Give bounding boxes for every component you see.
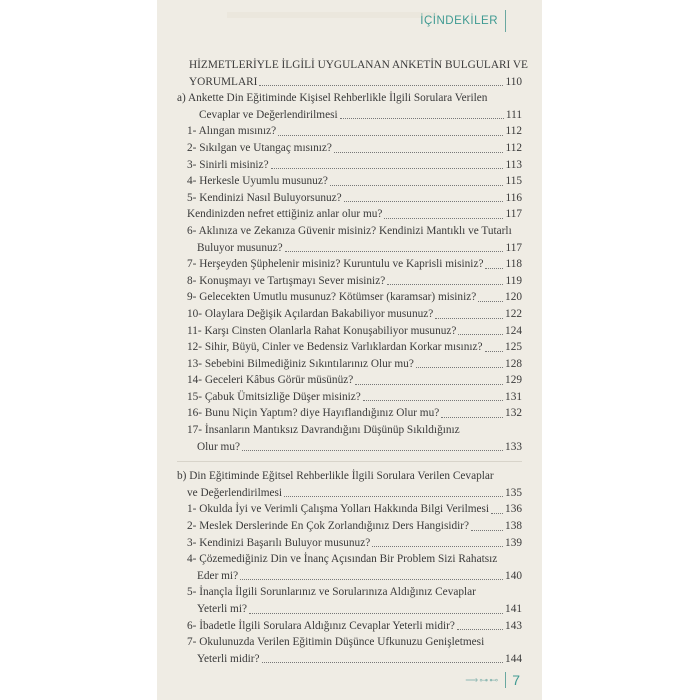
divider bbox=[177, 461, 522, 462]
toc-entry: 9- Gelecekten Umutlu musunuz? Kötümser (karamsar) misiniz? 120 bbox=[187, 291, 522, 304]
toc-entry: 2- Meslek Derslerinde En Çok Zorlandığınız Ders Hangisidir? 138 bbox=[187, 520, 522, 533]
page-number: 110 bbox=[505, 75, 522, 88]
toc-entry: 10- Olaylara Değişik Açılardan Bakabiliyor musunuz? 122 bbox=[187, 307, 522, 320]
page-footer bbox=[465, 672, 520, 688]
toc-entry: 1- Alıngan mısınız? 112 bbox=[187, 125, 522, 138]
toc-entry: 8- Konuşmayı ve Tartışmayı Sever misiniz? 119 bbox=[187, 274, 522, 287]
toc-heading-title: YORUMLARI bbox=[189, 75, 258, 88]
toc-entry: 6- Aklınıza ve Zekanıza Güvenir misiniz? Kendinizi Mantıklı ve Tutarlı Buluyor musunuz? 117 bbox=[187, 224, 522, 254]
toc-entry: 4- Herkesle Uyumlu musunuz? 115 bbox=[187, 175, 522, 188]
page-number-footer: 7 bbox=[505, 672, 520, 688]
leader-dots bbox=[340, 118, 504, 119]
leader-dots bbox=[284, 496, 503, 497]
toc-entry: 13- Sebebini Bilmediğiniz Sıkıntılarınız Olur mu? 128 bbox=[187, 357, 522, 370]
toc-entry: 5- Kendinizi Nasıl Buluyorsunuz? 116 bbox=[187, 191, 522, 204]
page-number: 111 bbox=[505, 108, 522, 121]
toc-heading: HİZMETLERİYLE İLGİLİ UYGULANAN ANKETİN BULGULARI VE YORUMLARI 110 bbox=[177, 57, 522, 90]
toc-entry: 6- İbadetle İlgili Sorulara Aldığınız Cevaplar Yeterli midir? 143 bbox=[187, 619, 522, 632]
toc-entry: 11- Karşı Cinsten Olanlarla Rahat Konuşabiliyor musunuz? 124 bbox=[187, 324, 522, 337]
toc-entry: 15- Çabuk Ümitsizliğe Düşer misiniz? 131 bbox=[187, 390, 522, 403]
page-number: 135 bbox=[505, 486, 522, 499]
toc-entry: 3- Kendinizi Başarılı Buluyor musunuz? 139 bbox=[187, 536, 522, 549]
toc-entry: 14- Geceleri Kâbus Görür müsünüz? 129 bbox=[187, 374, 522, 387]
toc-entry: 7- Herşeyden Şüphelenir misiniz? Kuruntulu ve Kaprisli misiniz? 118 bbox=[187, 258, 522, 271]
toc-entry: 1- Okulda İyi ve Verimli Çalışma Yolları Hakkında Bilgi Verilmesi 136 bbox=[187, 503, 522, 516]
toc-entry: 12- Sihir, Büyü, Cinler ve Bedensiz Varlıklardan Korkar mısınız? 125 bbox=[187, 341, 522, 354]
toc-entry: 17- İnsanların Mantıksız Davrandığını Düşünüp Sıkıldığınız Olur mu? 133 bbox=[187, 424, 522, 453]
leader-dots bbox=[259, 85, 503, 86]
toc-entry: 3- Sinirli misiniz? 113 bbox=[187, 158, 522, 171]
toc-entry: 5- İnançla İlgili Sorunlarınız ve Sorularınıza Aldığınız Cevaplar Yeterli mi? 141 bbox=[187, 586, 522, 615]
table-of-contents bbox=[177, 57, 528, 667]
toc-section-b: b) Din Eğitiminde Eğitsel Rehberlikle İlgili Sorulara Verilen Cevaplar ve Değerlendirilmesi 135 bbox=[177, 468, 522, 501]
toc-section-a: a) Ankette Din Eğitiminde Kişisel Rehberlikle İlgili Sorulara Verilen Cevaplar ve Değerlendirilmesi 111 bbox=[177, 90, 522, 123]
toc-entry: 2- Sıkılgan ve Utangaç mısınız? 112 bbox=[187, 141, 522, 154]
toc-entry: 4- Çözemediğiniz Din ve İnanç Açısından Bir Problem Sizi Rahatsız Eder mi? 140 bbox=[187, 553, 522, 582]
ornament-icon: ⟶⊶⊷ bbox=[465, 674, 500, 685]
running-header: İÇİNDEKİLER bbox=[420, 10, 506, 32]
toc-entry: 7- Okulunuzda Verilen Eğitimin Düşünce Ufkunuzu Genişletmesi Yeterli midir? 144 bbox=[187, 636, 522, 665]
show-through-text bbox=[227, 12, 437, 18]
toc-entry: 16- Bunu Niçin Yaptım? diye Hayıflandığınız Olur mu? 132 bbox=[187, 407, 522, 420]
toc-entry: Kendinizden nefret ettiğiniz anlar olur mu? 117 bbox=[187, 208, 522, 221]
book-page bbox=[157, 0, 542, 700]
